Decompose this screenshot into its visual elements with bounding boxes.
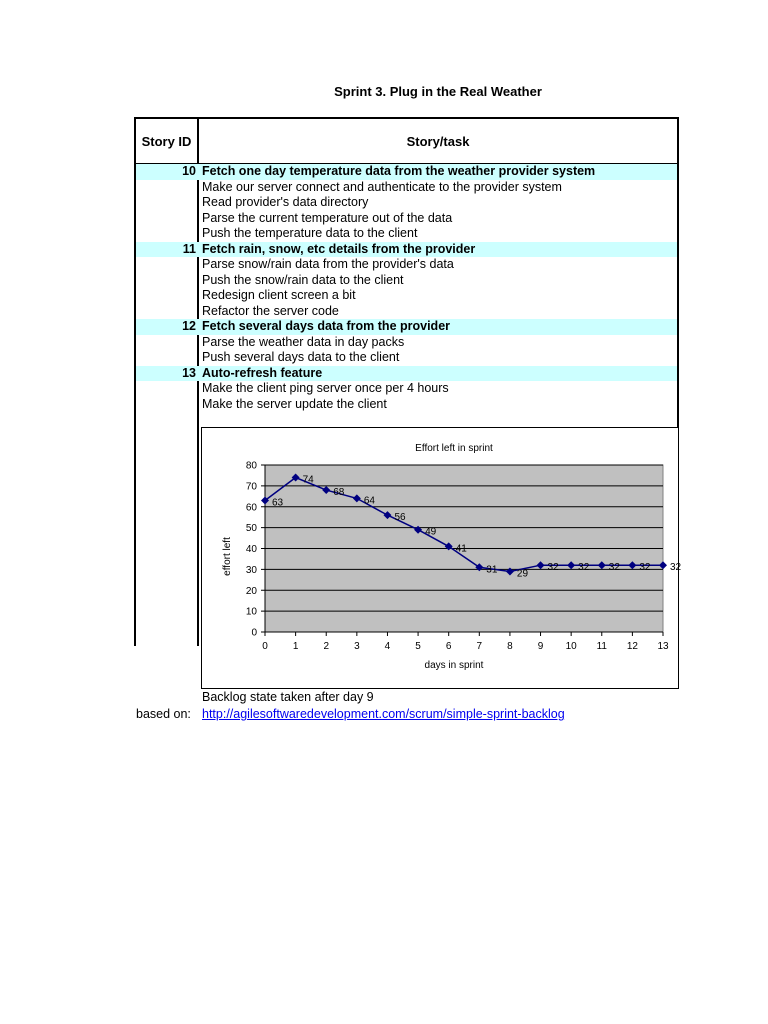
data-label: 32 (547, 562, 559, 574)
data-label: 32 (670, 562, 682, 574)
task-row (0, 226, 768, 242)
data-label: 64 (363, 495, 375, 507)
x-tick-label: 1 (292, 641, 299, 652)
y-tick-label: 80 (245, 460, 257, 472)
task-text: Push the temperature data to the client (202, 226, 418, 240)
task-text: Read provider's data directory (202, 195, 369, 209)
data-label: 68 (333, 487, 345, 499)
page-title: Sprint 3. Plug in the Real Weather (334, 84, 542, 99)
task-row (0, 335, 768, 351)
story-title: Fetch rain, snow, etc details from the provider (202, 241, 476, 256)
chart-title: Effort left in sprint (415, 443, 493, 454)
data-label: 32 (578, 562, 590, 574)
backlog-note: Backlog state taken after day 9 (202, 690, 374, 704)
x-tick-label: 9 (537, 641, 544, 652)
y-tick-label: 70 (245, 481, 257, 493)
story-id-cell: 13 (182, 365, 196, 380)
source-link[interactable]: http://agilesoftwaredevelopment.com/scrum/simple-sprint-backlog (202, 707, 565, 721)
data-label: 49 (425, 526, 437, 538)
task-row (0, 350, 768, 366)
story-id-cell: 11 (182, 241, 196, 256)
data-label: 56 (394, 512, 406, 524)
x-tick-label: 7 (476, 641, 483, 652)
column-header-story-task: Story/task (406, 133, 470, 149)
story-title: Fetch several days data from the provider (202, 319, 451, 333)
x-tick-label: 8 (507, 641, 513, 652)
task-text: Push several days data to the client (202, 350, 400, 364)
burndown-chart (201, 427, 682, 689)
story-row (0, 164, 768, 180)
column-header-story-id: Story ID (141, 133, 192, 149)
task-row (0, 288, 768, 304)
task-text: Parse the weather data in day packs (202, 334, 405, 349)
task-text: Make the server update the client (202, 396, 387, 411)
task-text: Refactor the server code (202, 303, 339, 318)
task-row (0, 257, 768, 273)
y-tick-label: 0 (251, 627, 257, 639)
story-title: Auto-refresh feature (202, 365, 323, 380)
y-tick-label: 60 (245, 502, 257, 514)
story-id-cell: 12 (182, 319, 196, 333)
x-tick-label: 13 (657, 641, 669, 652)
task-text: Make the client ping server once per 4 hours (202, 381, 449, 395)
story-row (0, 366, 768, 382)
task-text: Make our server connect and authenticate to the provider system (202, 179, 562, 194)
story-id-cell: 10 (182, 164, 196, 178)
task-text: Parse the current temperature out of the data (202, 210, 453, 225)
data-label: 32 (639, 562, 651, 574)
y-tick-label: 40 (245, 544, 257, 555)
x-tick-label: 5 (415, 641, 421, 652)
y-tick-label: 10 (245, 606, 257, 618)
data-label: 74 (302, 474, 314, 486)
y-axis-label: effort left (222, 537, 233, 576)
story-title: Fetch one day temperature data from the weather provider system (202, 164, 596, 178)
chart-svg (202, 428, 682, 688)
task-row (0, 180, 768, 196)
story-row (0, 319, 768, 335)
task-row (0, 381, 768, 397)
y-tick-label: 50 (245, 523, 257, 535)
task-row (0, 273, 768, 289)
x-tick-label: 3 (354, 641, 360, 652)
based-on-label: based on: (136, 707, 191, 721)
data-label: 29 (516, 568, 529, 580)
task-row (0, 304, 768, 320)
data-label: 63 (272, 497, 284, 509)
y-tick-label: 20 (245, 585, 257, 597)
task-row (0, 397, 768, 413)
task-text: Parse snow/rain data from the provider's data (202, 257, 454, 271)
x-tick-label: 10 (565, 641, 577, 652)
x-tick-label: 6 (445, 641, 452, 652)
data-label: 32 (608, 562, 620, 574)
task-row (0, 211, 768, 227)
task-text: Redesign client screen a bit (202, 288, 356, 302)
x-tick-label: 4 (384, 641, 391, 652)
x-axis-label: days in sprint (424, 660, 484, 671)
x-tick-label: 12 (626, 641, 638, 652)
data-label: 31 (486, 564, 498, 576)
x-tick-label: 0 (262, 641, 268, 652)
story-row (0, 242, 768, 258)
task-text: Push the snow/rain data to the client (202, 272, 404, 287)
x-tick-label: 11 (596, 641, 607, 652)
task-row (0, 195, 768, 211)
x-tick-label: 2 (323, 641, 330, 652)
data-label: 41 (455, 543, 467, 555)
y-tick-label: 30 (245, 564, 257, 576)
